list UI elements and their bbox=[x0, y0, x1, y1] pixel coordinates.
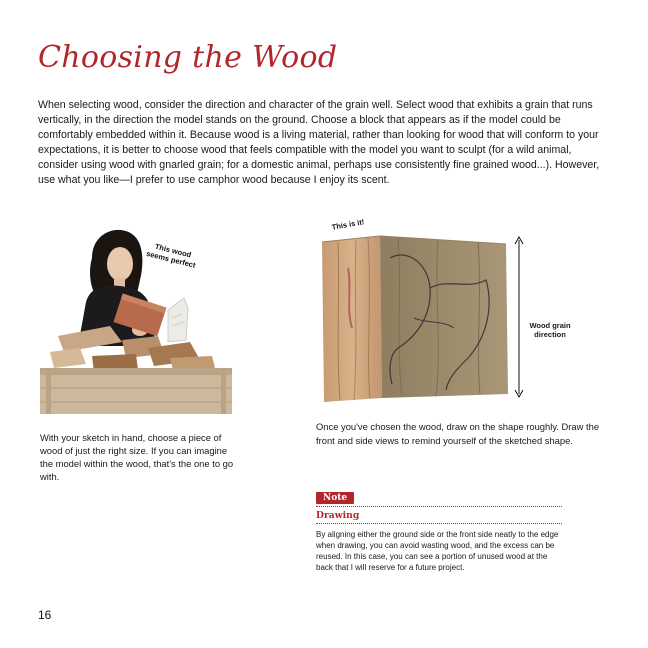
right-caption: Once you've chosen the wood, draw on the shape roughly. Draw the front and side views to remind yourself of the sketched shape. bbox=[316, 421, 600, 446]
left-caption: With your sketch in hand, choose a piece of wood of just the right size. If you can imagine the model within the wood, that's the one to go with. bbox=[40, 432, 234, 482]
callout-this-is-it: This is it! bbox=[331, 217, 365, 232]
note-body: By aligning either the ground side or the front side neatly to the edge when drawing, you can avoid wasting wood, and the excess can be reused. In this case, you can see a portion of unused wood at the back that I will reserve for a future project. bbox=[316, 530, 559, 572]
note-badge: Note bbox=[316, 492, 354, 504]
intro-paragraph: When selecting wood, consider the direction and character of the grain well. Select wood that exhibits a grain that runs vertically, in the direction the model stands on the ground. Choose a block that appears as if the model could be comfortably embedded within it. Because wood is a living material, rather than looking for wood that will conform to your expectations, it is better to choose wood that feels compatible with the model you want to sculpt (for a wild animal, consider using wood with gnarled grain; for a domestic animal, perhaps use consistently fine grained wood...). However, use what you like—I prefer to use camphor wood because I enjoy its scent. bbox=[38, 99, 600, 186]
note-divider bbox=[316, 506, 562, 507]
page-number: 16 bbox=[38, 608, 52, 622]
wood-selection-photo bbox=[40, 218, 232, 414]
wood-block-photo bbox=[318, 228, 510, 406]
page-title: Choosing the Wood bbox=[38, 40, 338, 75]
note-heading: Drawing bbox=[316, 510, 360, 521]
callout-perfect: This wood seems perfect bbox=[145, 241, 197, 270]
grain-direction-arrow bbox=[512, 236, 526, 398]
note-divider bbox=[316, 523, 562, 524]
grain-direction-label: Wood grain direction bbox=[529, 321, 571, 339]
note-box bbox=[316, 487, 562, 573]
